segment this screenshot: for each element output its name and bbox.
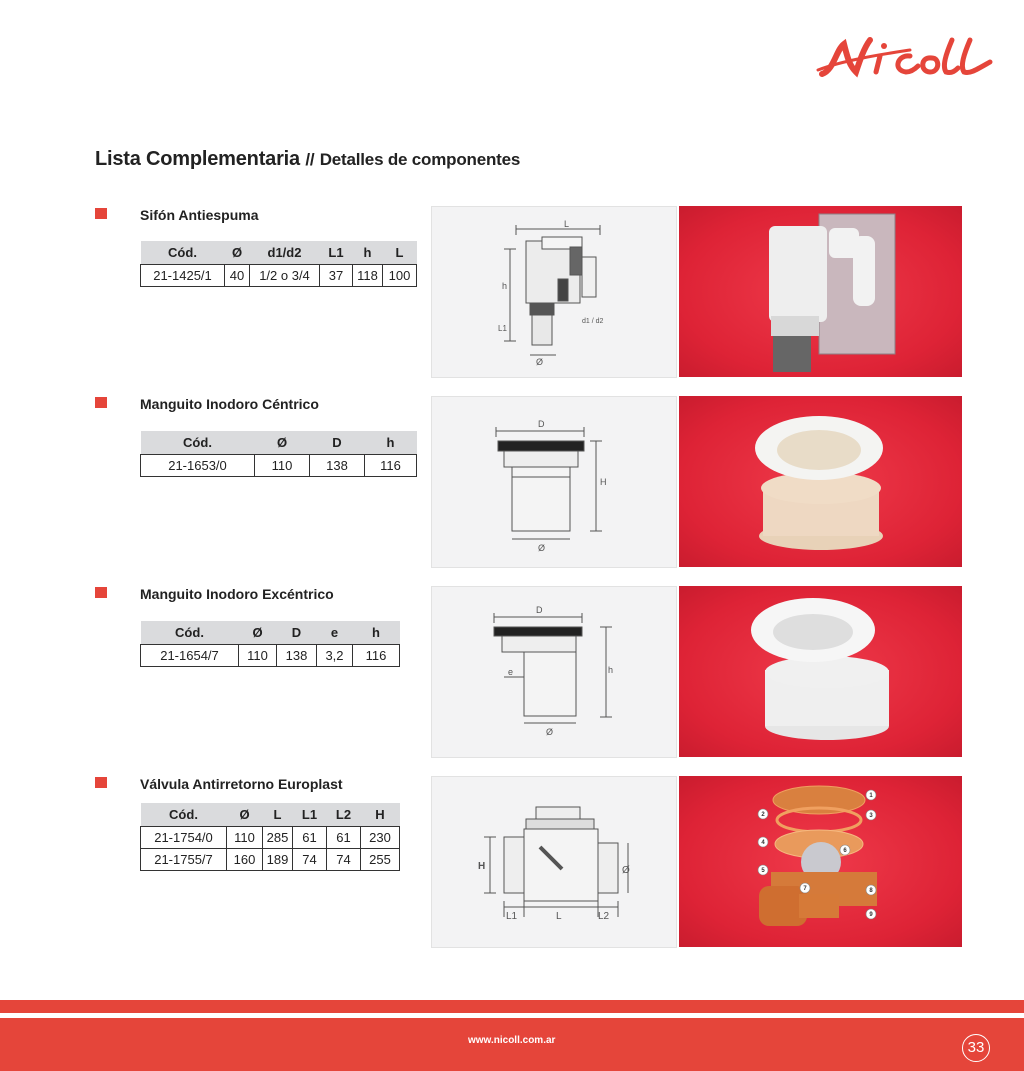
col-header: Cód.: [141, 621, 239, 645]
col-header: h: [365, 431, 417, 455]
col-header: Cód.: [141, 803, 227, 827]
spec-table: [140, 241, 417, 287]
drawing-label: Ø: [622, 865, 630, 876]
table-cell: 37: [320, 265, 353, 287]
table-cell: 118: [353, 265, 383, 287]
table-cell: 110: [255, 455, 310, 477]
callout-number: 3: [869, 813, 873, 819]
table-cell: 21-1754/0: [141, 827, 227, 849]
col-header: L1: [320, 241, 353, 265]
table-row: [141, 645, 400, 667]
col-header: L2: [327, 803, 361, 827]
spec-table: [140, 431, 417, 477]
drawing-label: e: [508, 667, 514, 677]
drawing-label: H: [600, 477, 607, 487]
col-header: Ø: [225, 241, 250, 265]
table-cell: 110: [239, 645, 277, 667]
col-header: e: [317, 621, 353, 645]
table-cell: 116: [353, 645, 400, 667]
section-title: Válvula Antirretorno Europlast: [140, 776, 343, 792]
section-bullet: [95, 587, 107, 598]
callout-number: 8: [869, 888, 873, 894]
section-title: Sifón Antiespuma: [140, 207, 259, 223]
col-header: L1: [293, 803, 327, 827]
table-cell: 116: [365, 455, 417, 477]
table-cell: 138: [310, 455, 365, 477]
table-cell: 285: [263, 827, 293, 849]
col-header: D: [277, 621, 317, 645]
footer-accent-bar: [0, 1000, 1024, 1013]
section-title: Manguito Inodoro Excéntrico: [140, 586, 334, 602]
callout-number: 2: [761, 812, 765, 818]
callout-number: 7: [803, 886, 807, 892]
table-cell: 1/2 o 3/4: [250, 265, 320, 287]
table-cell: 255: [361, 849, 400, 871]
product-photo: [679, 776, 962, 947]
table-cell: 61: [293, 827, 327, 849]
page-number: 33: [962, 1034, 990, 1062]
drawing-label: D: [536, 605, 543, 615]
table-row: [141, 455, 417, 477]
col-header: L: [263, 803, 293, 827]
col-header: Ø: [255, 431, 310, 455]
table-cell: 74: [293, 849, 327, 871]
drawing-label: L: [556, 911, 562, 922]
col-header: h: [353, 621, 400, 645]
callout-number: 9: [869, 912, 873, 918]
drawing-label: D: [538, 419, 545, 429]
product-photo: [679, 396, 962, 567]
section-bullet: [95, 397, 107, 408]
product-photo: [679, 586, 962, 757]
col-header: L: [383, 241, 417, 265]
col-header: Cód.: [141, 431, 255, 455]
col-header: Cód.: [141, 241, 225, 265]
table-row: [141, 849, 400, 871]
table-cell: 230: [361, 827, 400, 849]
drawing-label: Ø: [546, 727, 554, 737]
callout-number: 5: [761, 868, 765, 874]
drawing-label: H: [478, 861, 486, 872]
table-row: [141, 827, 400, 849]
technical-drawing: [431, 396, 677, 568]
technical-drawing: [431, 776, 677, 948]
drawing-label: d1 / d2: [582, 318, 604, 325]
table-cell: 160: [227, 849, 263, 871]
drawing-label: Ø: [536, 357, 544, 367]
technical-drawing: [431, 206, 677, 378]
product-photo: [679, 206, 962, 377]
spec-table: [140, 803, 400, 871]
section-bullet: [95, 777, 107, 788]
col-header: Ø: [227, 803, 263, 827]
table-cell: 74: [327, 849, 361, 871]
table-header-row: [141, 803, 400, 827]
callout-number: 1: [869, 793, 873, 799]
col-header: d1/d2: [250, 241, 320, 265]
table-row: [141, 265, 417, 287]
callout-number: 4: [761, 840, 765, 846]
table-cell: 21-1755/7: [141, 849, 227, 871]
callout-number: 6: [843, 848, 847, 854]
footer-url[interactable]: www.nicoll.com.ar: [468, 1035, 556, 1046]
col-header: h: [353, 241, 383, 265]
page-title: [95, 148, 520, 171]
spec-table: [140, 621, 400, 667]
title-main: Lista Complementaria: [95, 148, 300, 170]
table-cell: 138: [277, 645, 317, 667]
table-cell: 21-1653/0: [141, 455, 255, 477]
drawing-label: L1: [506, 911, 518, 922]
section-title: Manguito Inodoro Céntrico: [140, 396, 319, 412]
table-cell: 21-1654/7: [141, 645, 239, 667]
title-subtitle: Detalles de componentes: [319, 150, 521, 169]
drawing-label: Ø: [538, 543, 546, 553]
drawing-label: L: [564, 219, 570, 229]
drawing-label: L1: [498, 324, 507, 333]
drawing-label: h: [608, 665, 614, 675]
table-header-row: [141, 241, 417, 265]
table-cell: 40: [225, 265, 250, 287]
table-cell: 100: [383, 265, 417, 287]
nicoll-logo: [814, 30, 996, 82]
table-header-row: [141, 621, 400, 645]
section-bullet: [95, 208, 107, 219]
table-cell: 3,2: [317, 645, 353, 667]
table-cell: 189: [263, 849, 293, 871]
drawing-label: L2: [598, 911, 610, 922]
table-cell: 21-1425/1: [141, 265, 225, 287]
table-cell: 110: [227, 827, 263, 849]
technical-drawing: [431, 586, 677, 758]
col-header: H: [361, 803, 400, 827]
drawing-label: h: [502, 281, 508, 291]
title-separator: //: [305, 150, 315, 169]
col-header: D: [310, 431, 365, 455]
col-header: Ø: [239, 621, 277, 645]
table-cell: 61: [327, 827, 361, 849]
table-header-row: [141, 431, 417, 455]
